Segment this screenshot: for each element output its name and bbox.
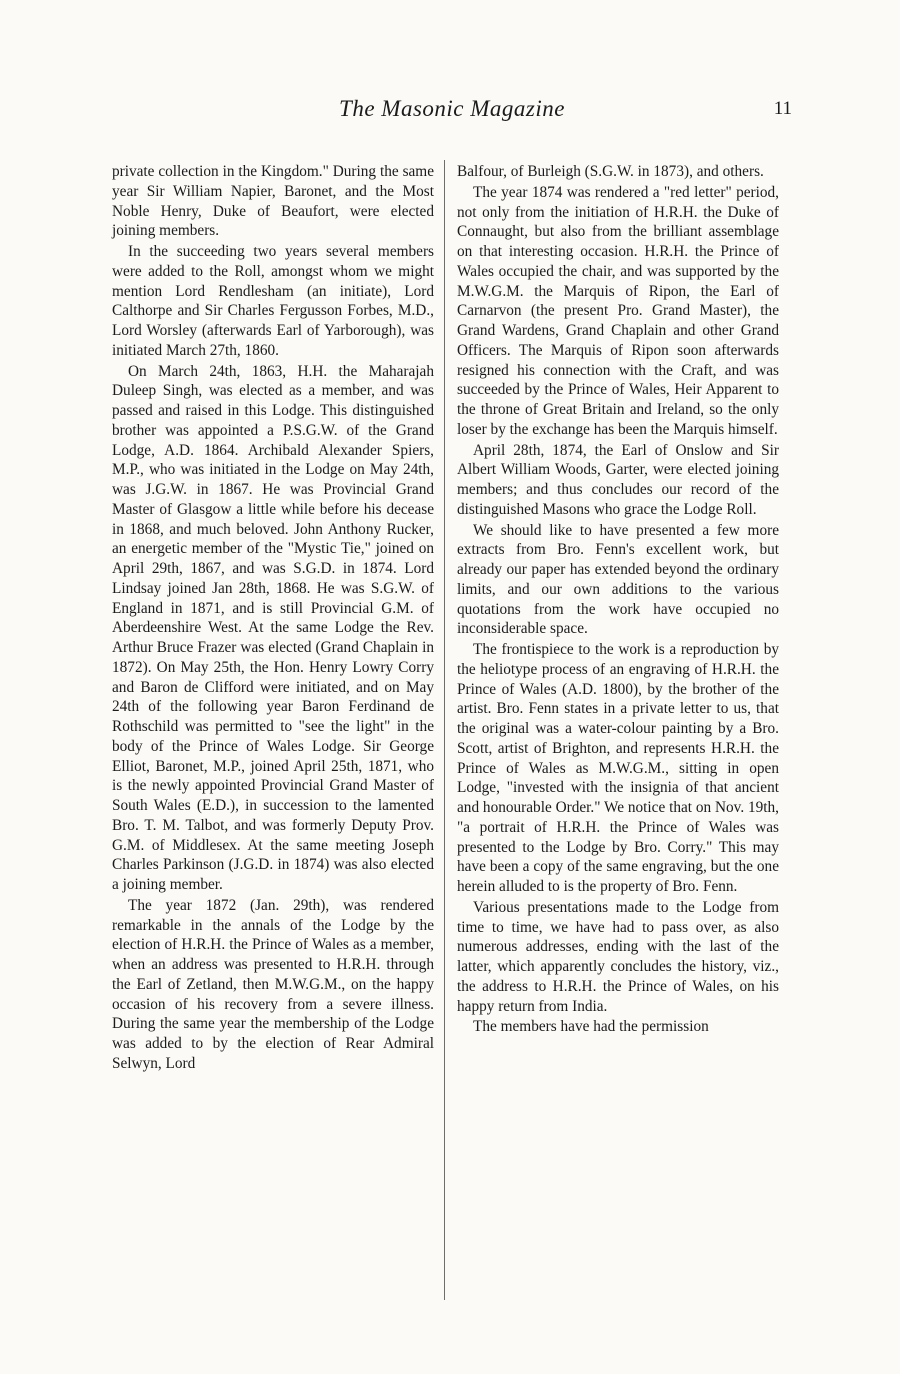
paragraph: April 28th, 1874, the Earl of Onslow and Sir Albert William Woods, Garter, were elected joining members; and thus concludes our record of the distinguished Masons who grace the Lodge Roll.	[457, 441, 779, 518]
column-divider	[444, 160, 445, 1300]
paragraph: private collection in the Kingdom." During the same year Sir William Napier, Baronet, and the Most Noble Henry, Duke of Beaufort, were elected joining members.	[112, 163, 434, 240]
paragraph: Balfour, of Burleigh (S.G.W. in 1873), and others.	[457, 163, 764, 180]
paragraph: We should like to have presented a few more extracts from Bro. Fenn's excellent work, but already our paper has extended beyond the ordinary limits, and our own additions to the various quotations from the work have occupied no inconsiderable space.	[457, 521, 779, 638]
paragraph: The frontispiece to the work is a reproduction by the heliotype process of an engraving of H.R.H. the Prince of Wales (A.D. 1800), by the brother of the artist. Bro. Fenn states in a private letter to us, that the original was a water-colour painting by a Bro. Scott, artist of Brighton, and represents H.R.H. the Prince of Wales as M.W.G.M., sitting in open Lodge, "invested with the insignia of that ancient and honourable Order." We notice that on Nov. 19th, "a portrait of H.R.H. the Prince of Wales was presented to the Lodge by Bro. Corry." This may have been a copy of the same engraving, but the one herein alluded to is the property of Bro. Fenn.	[457, 641, 779, 895]
paragraph: On March 24th, 1863, H.H. the Maharajah Duleep Singh, was elected as a member, and was passed and raised in this Lodge. This distinguished brother was appointed a P.S.G.W. of the Grand Lodge, A.D. 1864. Archibald Alexander Spiers, M.P., who was initiated in the Lodge on May 24th, was J.G.W. in 1867. He was Provincial Grand Master of Glasgow a little while before his decease in 1868, and much beloved. John Anthony Rucker, an energetic member of the "Mystic Tie," joined on April 29th, 1867, and was S.G.D. in 1874. Lord Lindsay joined Jan 28th, 1868. He was S.G.W. of England in 1871, and is still Provincial G.M. of Aberdeenshire West. At the same Lodge the Rev. Arthur Bruce Frazer was elected (Grand Chaplain in 1872). On May 25th, the Hon. Henry Lowry Corry and Baron de Clifford were initiated, and on May 24th of the following year Baron Ferdinand de Rothschild was permitted to "see the light" in the body of the Prince of Wales Lodge. Sir George Elliot, Baronet, M.P., joined April 25th, 1871, who is the newly appointed Provincial Grand Master of South Wales (E.D.), in succession to the lamented Bro. T. M. Talbot, and was formerly Deputy Prov. G.M. of Middlesex. At the same meeting Joseph Charles Parkinson (J.G.D. in 1874) was also elected a joining member.	[112, 362, 434, 893]
right-column	[457, 162, 779, 1037]
paragraph: In the succeeding two years several members were added to the Roll, amongst whom we might mention Lord Rendlesham (an initiate), Lord Calthorpe and Sir Charles Fergusson Forbes, M.D., Lord Worsley (afterwards Earl of Yarborough), was initiated March 27th, 1860.	[112, 243, 434, 359]
paragraph: The year 1872 (Jan. 29th), was rendered remarkable in the annals of the Lodge by the election of H.R.H. the Prince of Wales as a member, when an address was presented to H.R.H. through the Earl of Zetland, then M.W.G.M., on the happy occasion of his recovery from a severe illness. During the same year the membership of the Lodge was added to by the election of Rear Admiral Selwyn, Lord	[112, 896, 434, 1072]
paragraph: The year 1874 was rendered a "red letter" period, not only from the initiation of H.R.H. the Duke of Connaught, but also from the brilliant assemblage on that interesting occasion. H.R.H. the Prince of Wales occupied the chair, and was supported by the M.W.G.M. the Marquis of Ripon, the Earl of Carnarvon (the present Pro. Grand Master), the Grand Wardens, Grand Chaplain and other Grand Officers. The Marquis of Ripon soon afterwards resigned his connection with the Craft, and was succeeded by the Prince of Wales, Heir Apparent to the throne of Great Britain and Ireland, so the only loser by the exchange has been the Marquis himself.	[457, 183, 779, 438]
paragraph: Various presentations made to the Lodge from time to time, we have had to pass over, as also numerous addresses, ending with the last of the latter, which apparently concludes the history, viz., the address to H.R.H. the Prince of Wales, on his happy return from India.	[457, 898, 779, 1015]
left-column	[112, 162, 434, 1074]
page-header	[112, 96, 792, 126]
page-number: 11	[773, 98, 792, 119]
paragraph: The members have had the permission	[473, 1018, 709, 1036]
magazine-title: The Masonic Magazine	[339, 96, 565, 121]
